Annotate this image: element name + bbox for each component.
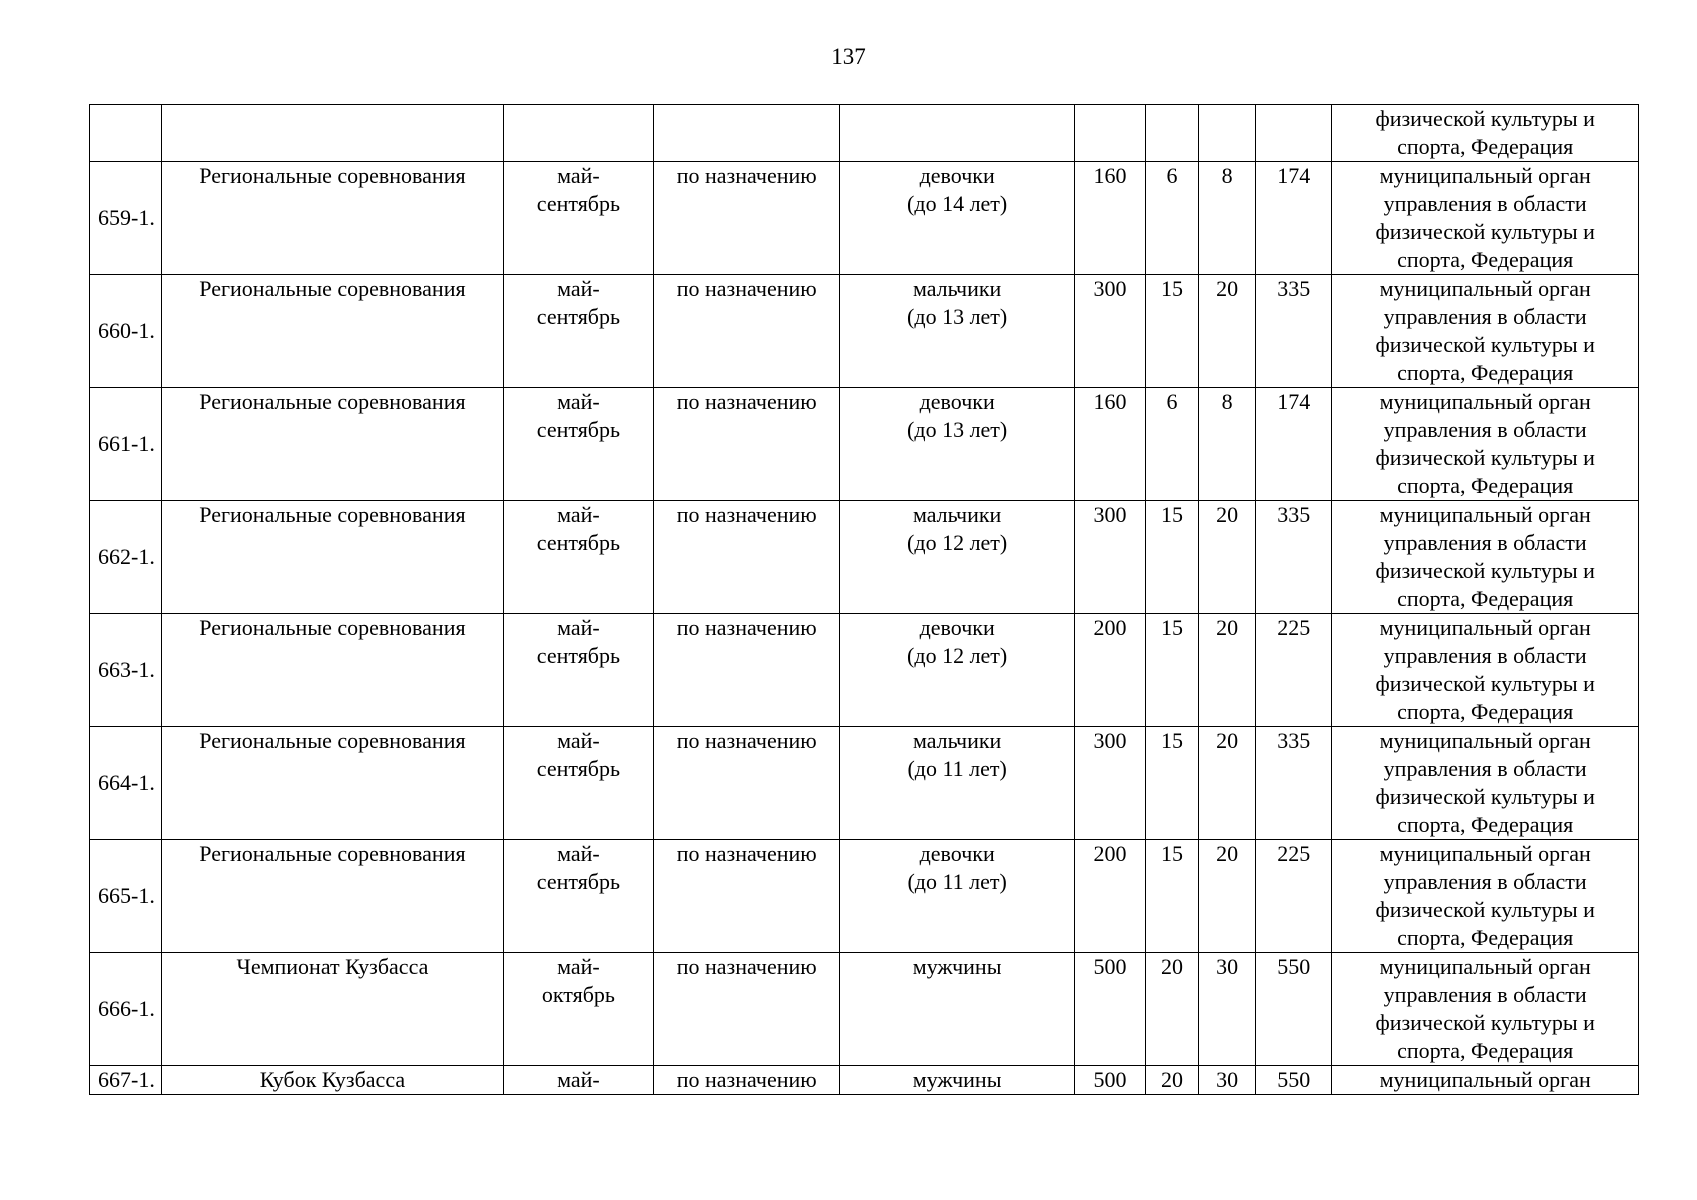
- cell-c2: 15: [1146, 614, 1199, 727]
- cell-category: мужчины: [840, 1066, 1074, 1095]
- cell-organizer: физической культуры и спорта, Федерация: [1332, 105, 1639, 162]
- cell-num: 665-1.: [90, 840, 162, 953]
- cell-category: девочки (до 12 лет): [840, 614, 1074, 727]
- cell-c1: [1074, 105, 1145, 162]
- cell-total: 174: [1256, 388, 1332, 501]
- cell-c1: 300: [1074, 501, 1145, 614]
- cell-c1: 200: [1074, 614, 1145, 727]
- cell-total: 335: [1256, 727, 1332, 840]
- cell-c2: 15: [1146, 840, 1199, 953]
- cell-place: по назначению: [654, 388, 840, 501]
- cell-c1: 200: [1074, 840, 1145, 953]
- cell-dates: май- сентябрь: [503, 275, 653, 388]
- cell-total: 550: [1256, 1066, 1332, 1095]
- cell-num: 667-1.: [90, 1066, 162, 1095]
- cell-num: 662-1.: [90, 501, 162, 614]
- cell-dates: май- сентябрь: [503, 162, 653, 275]
- cell-dates: май- сентябрь: [503, 388, 653, 501]
- cell-num: 666-1.: [90, 953, 162, 1066]
- cell-c3: 20: [1199, 727, 1256, 840]
- cell-num: 663-1.: [90, 614, 162, 727]
- cell-total: [1256, 105, 1332, 162]
- cell-num: [90, 105, 162, 162]
- cell-c2: 15: [1146, 275, 1199, 388]
- cell-place: [654, 105, 840, 162]
- table-row: [90, 501, 1639, 614]
- cell-organizer: муниципальный орган управления в области физической культуры и спорта, Федерация: [1332, 727, 1639, 840]
- table-row: [90, 1066, 1639, 1095]
- cell-dates: май- сентябрь: [503, 501, 653, 614]
- cell-num: 659-1.: [90, 162, 162, 275]
- cell-category: мальчики (до 12 лет): [840, 501, 1074, 614]
- cell-organizer: муниципальный орган управления в области физической культуры и спорта, Федерация: [1332, 501, 1639, 614]
- cell-num: 660-1.: [90, 275, 162, 388]
- cell-organizer: муниципальный орган управления в области физической культуры и спорта, Федерация: [1332, 388, 1639, 501]
- cell-category: девочки (до 11 лет): [840, 840, 1074, 953]
- table-row: [90, 840, 1639, 953]
- cell-name: [162, 105, 504, 162]
- cell-c3: 8: [1199, 162, 1256, 275]
- cell-total: 225: [1256, 840, 1332, 953]
- cell-c2: 15: [1146, 727, 1199, 840]
- cell-c2: 20: [1146, 953, 1199, 1066]
- cell-place: по назначению: [654, 162, 840, 275]
- table-row: [90, 162, 1639, 275]
- cell-c3: 20: [1199, 501, 1256, 614]
- cell-c1: 160: [1074, 388, 1145, 501]
- table-row: [90, 727, 1639, 840]
- cell-place: по назначению: [654, 953, 840, 1066]
- cell-c3: 20: [1199, 840, 1256, 953]
- cell-name: Региональные соревнования: [162, 840, 504, 953]
- cell-place: по назначению: [654, 727, 840, 840]
- cell-c1: 300: [1074, 275, 1145, 388]
- cell-c3: 30: [1199, 953, 1256, 1066]
- cell-dates: [503, 105, 653, 162]
- cell-place: по назначению: [654, 1066, 840, 1095]
- cell-total: 335: [1256, 501, 1332, 614]
- cell-category: девочки (до 13 лет): [840, 388, 1074, 501]
- page-number: 137: [831, 44, 866, 69]
- cell-organizer: муниципальный орган управления в области физической культуры и спорта, Федерация: [1332, 953, 1639, 1066]
- continuation-row: [90, 105, 1639, 162]
- cell-c3: 20: [1199, 614, 1256, 727]
- table-row: [90, 388, 1639, 501]
- cell-organizer: муниципальный орган управления в области физической культуры и спорта, Федерация: [1332, 840, 1639, 953]
- cell-dates: май- октябрь: [503, 953, 653, 1066]
- cell-c1: 300: [1074, 727, 1145, 840]
- cell-place: по назначению: [654, 614, 840, 727]
- cell-c2: 6: [1146, 162, 1199, 275]
- cell-c3: 30: [1199, 1066, 1256, 1095]
- cell-name: Региональные соревнования: [162, 388, 504, 501]
- cell-c3: 20: [1199, 275, 1256, 388]
- cell-total: 174: [1256, 162, 1332, 275]
- events-table: [89, 104, 1639, 1095]
- cell-total: 335: [1256, 275, 1332, 388]
- cell-category: мальчики (до 11 лет): [840, 727, 1074, 840]
- cell-c3: [1199, 105, 1256, 162]
- cell-dates: май- сентябрь: [503, 840, 653, 953]
- table-row: [90, 953, 1639, 1066]
- cell-name: Региональные соревнования: [162, 614, 504, 727]
- cell-num: 664-1.: [90, 727, 162, 840]
- cell-dates: май- сентябрь: [503, 614, 653, 727]
- cell-dates: май-: [503, 1066, 653, 1095]
- cell-category: мужчины: [840, 953, 1074, 1066]
- cell-organizer: муниципальный орган управления в области физической культуры и спорта, Федерация: [1332, 162, 1639, 275]
- table-row: [90, 614, 1639, 727]
- cell-num: 661-1.: [90, 388, 162, 501]
- cell-category: [840, 105, 1074, 162]
- cell-category: мальчики (до 13 лет): [840, 275, 1074, 388]
- cell-total: 550: [1256, 953, 1332, 1066]
- cell-c1: 500: [1074, 953, 1145, 1066]
- cell-name: Региональные соревнования: [162, 501, 504, 614]
- cell-total: 225: [1256, 614, 1332, 727]
- cell-c2: 6: [1146, 388, 1199, 501]
- cell-category: девочки (до 14 лет): [840, 162, 1074, 275]
- cell-dates: май- сентябрь: [503, 727, 653, 840]
- cell-place: по назначению: [654, 840, 840, 953]
- cell-organizer: муниципальный орган: [1332, 1066, 1639, 1095]
- cell-c1: 160: [1074, 162, 1145, 275]
- cell-c2: 15: [1146, 501, 1199, 614]
- cell-c2: 20: [1146, 1066, 1199, 1095]
- cell-place: по назначению: [654, 275, 840, 388]
- cell-organizer: муниципальный орган управления в области физической культуры и спорта, Федерация: [1332, 275, 1639, 388]
- cell-name: Региональные соревнования: [162, 162, 504, 275]
- cell-c1: 500: [1074, 1066, 1145, 1095]
- table-row: [90, 275, 1639, 388]
- cell-c2: [1146, 105, 1199, 162]
- cell-name: Чемпионат Кузбасса: [162, 953, 504, 1066]
- cell-name: Региональные соревнования: [162, 727, 504, 840]
- cell-c3: 8: [1199, 388, 1256, 501]
- cell-place: по назначению: [654, 501, 840, 614]
- cell-name: Кубок Кузбасса: [162, 1066, 504, 1095]
- cell-name: Региональные соревнования: [162, 275, 504, 388]
- cell-organizer: муниципальный орган управления в области физической культуры и спорта, Федерация: [1332, 614, 1639, 727]
